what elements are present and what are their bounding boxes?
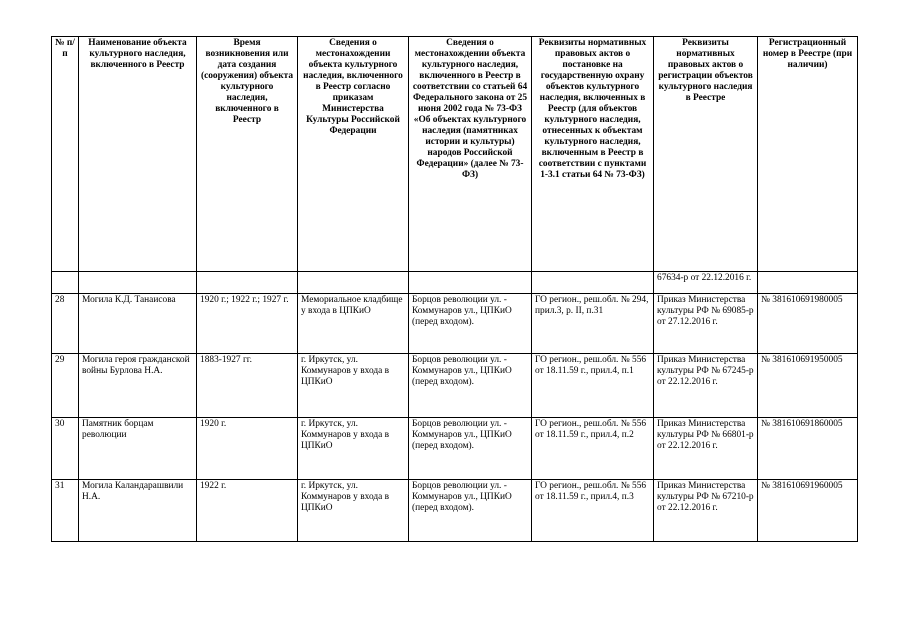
- row-number: 29: [52, 354, 79, 418]
- table-cell: [197, 272, 298, 294]
- table-cell: [409, 272, 532, 294]
- object-name: Памятник борцам революции: [79, 418, 197, 480]
- table-row: [52, 354, 858, 418]
- header-number: № п/п: [52, 37, 79, 272]
- row-number: 28: [52, 294, 79, 354]
- object-name: Могила К.Д. Танаисова: [79, 294, 197, 354]
- heritage-registry-table: [51, 36, 858, 542]
- table-cell: [532, 272, 654, 294]
- header-location-law: Сведения о местонахождении объекта культурного наследия, включенного в Реестр в соответствии со статьей 64 Федерального закона от 25 июня 2002 года № 73-ФЗ «Об объектах культурного наследия (памятниках истории и культуры) народов Российской Федерации» (далее № 73-ФЗ): [409, 37, 532, 272]
- registration-acts: Приказ Министерства культуры РФ № 66801-р от 22.12.2016 г.: [654, 418, 758, 480]
- location-order: г. Иркутск, ул. Коммунаров у входа в ЦПКиО: [298, 354, 409, 418]
- header-row: [52, 37, 858, 272]
- registration-number: № 381610691860005: [758, 418, 858, 480]
- table-cell: [758, 272, 858, 294]
- object-date: 1920 г.: [197, 418, 298, 480]
- protection-acts: ГО регион., реш.обл. № 294, прил.3, р. II, п.31: [532, 294, 654, 354]
- row-number: 31: [52, 480, 79, 542]
- location-law: Борцов революции ул. - Коммунаров ул., ЦПКиО (перед входом).: [409, 418, 532, 480]
- location-order: Мемориальное кладбище у входа в ЦПКиО: [298, 294, 409, 354]
- object-name: Могила героя гражданской войны Бурлова Н.А.: [79, 354, 197, 418]
- registration-acts: Приказ Министерства культуры РФ № 69085-р от 27.12.2016 г.: [654, 294, 758, 354]
- continuation-row: [52, 272, 858, 294]
- table-row: [52, 418, 858, 480]
- table-cell: [79, 272, 197, 294]
- object-date: 1922 г.: [197, 480, 298, 542]
- table-row: [52, 480, 858, 542]
- location-law: Борцов революции ул. - Коммунаров ул., ЦПКиО (перед входом).: [409, 294, 532, 354]
- table-row: [52, 294, 858, 354]
- registration-acts: Приказ Министерства культуры РФ № 67245-р от 22.12.2016 г.: [654, 354, 758, 418]
- header-name: Наименование объекта культурного наследия, включенного в Реестр: [79, 37, 197, 272]
- header-protection-acts: Реквизиты нормативных правовых актов о постановке на государственную охрану объектов культурного наследия, включенных в Реестр (для объектов культурного наследия, отнесенных к объектам культурного наследия, включенным в Реестр в соответствии с пунктами 1-3.1 статьи 64 № 73-ФЗ): [532, 37, 654, 272]
- header-date: Время возникновения или дата создания (сооружения) объекта культурного наследия, включенного в Реестр: [197, 37, 298, 272]
- table-cell: [298, 272, 409, 294]
- registration-number: № 381610691960005: [758, 480, 858, 542]
- location-law: Борцов революции ул. - Коммунаров ул., ЦПКиО (перед входом).: [409, 480, 532, 542]
- header-registration-acts: Реквизиты нормативных правовых актов о регистрации объектов культурного наследия в Реестре: [654, 37, 758, 272]
- row-number: 30: [52, 418, 79, 480]
- header-location-order: Сведения о местонахождении объекта культурного наследия, включенного в Реестр согласно приказам Министерства Культуры Российской Федерации: [298, 37, 409, 272]
- location-law: Борцов революции ул. - Коммунаров ул., ЦПКиО (перед входом).: [409, 354, 532, 418]
- object-date: 1920 г.; 1922 г.; 1927 г.: [197, 294, 298, 354]
- location-order: г. Иркутск, ул. Коммунаров у входа в ЦПКиО: [298, 480, 409, 542]
- registry-sheet: [51, 36, 858, 542]
- protection-acts: ГО регион., реш.обл. № 556 от 18.11.59 г., прил.4, п.1: [532, 354, 654, 418]
- registration-number: № 381610691950005: [758, 354, 858, 418]
- location-order: г. Иркутск, ул. Коммунаров у входа в ЦПКиО: [298, 418, 409, 480]
- protection-acts: ГО регион., реш.обл. № 556 от 18.11.59 г., прил.4, п.2: [532, 418, 654, 480]
- registration-number: № 381610691980005: [758, 294, 858, 354]
- table-cell: [52, 272, 79, 294]
- object-name: Могила Каландарашвили Н.А.: [79, 480, 197, 542]
- registration-acts: Приказ Министерства культуры РФ № 67210-р от 22.12.2016 г.: [654, 480, 758, 542]
- protection-acts: ГО регион., реш.обл. № 556 от 18.11.59 г., прил.4, п.3: [532, 480, 654, 542]
- continuation-registration-cell: 67634-р от 22.12.2016 г.: [654, 272, 758, 294]
- object-date: 1883-1927 гг.: [197, 354, 298, 418]
- header-reg-number: Регистрационный номер в Реестре (при наличии): [758, 37, 858, 272]
